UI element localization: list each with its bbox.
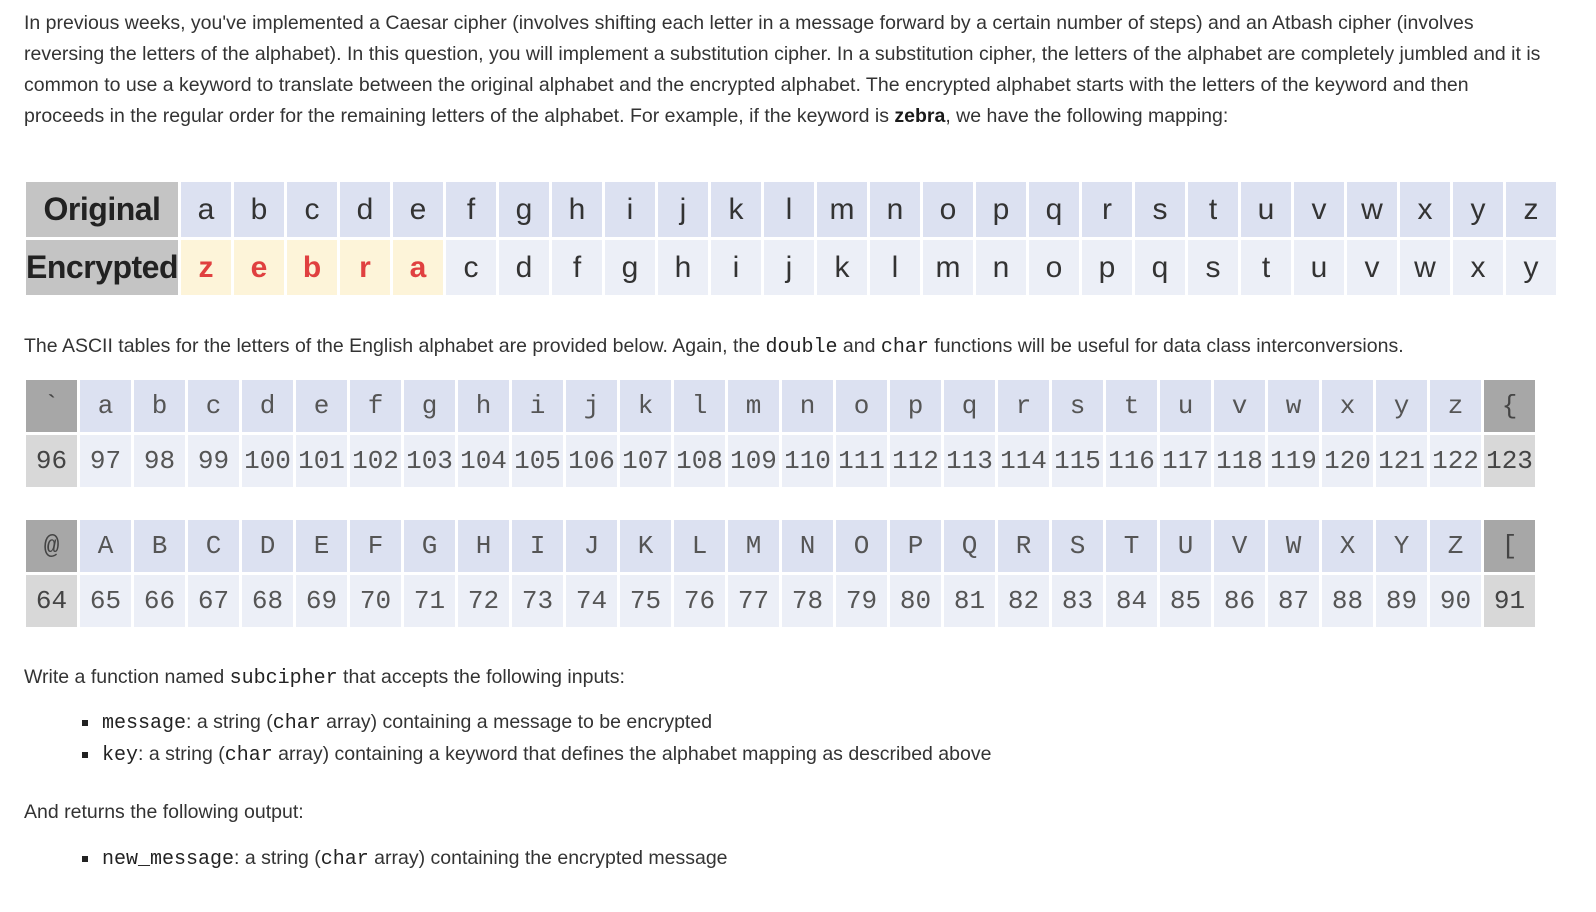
ascii-upper-char-17: Q xyxy=(944,520,995,572)
ascii-upper-code-10: 74 xyxy=(566,575,617,627)
ascii-lower-char-23: w xyxy=(1268,380,1319,432)
encrypted-letter-15: n xyxy=(976,240,1026,295)
original-letter-3: d xyxy=(340,182,390,237)
original-letter-13: n xyxy=(870,182,920,237)
original-letter-14: o xyxy=(923,182,973,237)
ascii-upper-code-18: 82 xyxy=(998,575,1049,627)
ascii-upper-code-8: 72 xyxy=(458,575,509,627)
encrypted-letter-10: i xyxy=(711,240,761,295)
ascii-lower-char-15: o xyxy=(836,380,887,432)
input-type: char xyxy=(272,712,321,735)
original-letter-20: u xyxy=(1241,182,1291,237)
ascii-uppercase-table xyxy=(23,517,1538,630)
keyword-example: zebra xyxy=(894,105,946,127)
ascii-upper-code-0: 64 xyxy=(26,575,77,627)
ascii-upper-char-18: R xyxy=(998,520,1049,572)
input-item-message xyxy=(80,707,991,739)
ascii-lower-code-23: 119 xyxy=(1268,435,1319,487)
original-letter-0: a xyxy=(181,182,231,237)
ascii-lower-code-18: 114 xyxy=(998,435,1049,487)
ascii-upper-char-21: U xyxy=(1160,520,1211,572)
ascii-lower-code-13: 109 xyxy=(728,435,779,487)
input-desc: : a string ( xyxy=(138,743,225,765)
original-letter-16: q xyxy=(1029,182,1079,237)
original-letter-18: s xyxy=(1135,182,1185,237)
original-letter-9: j xyxy=(658,182,708,237)
ascii-lower-char-20: t xyxy=(1106,380,1157,432)
encrypted-letter-7: f xyxy=(552,240,602,295)
ascii-lower-char-5: e xyxy=(296,380,347,432)
ascii-lower-char-14: n xyxy=(782,380,833,432)
encrypted-letter-17: p xyxy=(1082,240,1132,295)
ascii-lower-code-24: 120 xyxy=(1322,435,1373,487)
returns-intro-paragraph: And returns the following output: xyxy=(24,801,304,823)
original-letter-5: f xyxy=(446,182,496,237)
intro-text-end: , we have the following mapping: xyxy=(945,105,1229,127)
ascii-lower-code-21: 117 xyxy=(1160,435,1211,487)
ascii-upper-code-9: 73 xyxy=(512,575,563,627)
ascii-upper-code-16: 80 xyxy=(890,575,941,627)
ascii-lower-code-8: 104 xyxy=(458,435,509,487)
ascii-intro-text: The ASCII tables for the letters of the English alphabet are provided below. Again, the xyxy=(24,335,766,357)
encrypted-letter-13: l xyxy=(870,240,920,295)
ascii-upper-code-23: 87 xyxy=(1268,575,1319,627)
ascii-lower-code-10: 106 xyxy=(566,435,617,487)
ascii-upper-code-14: 78 xyxy=(782,575,833,627)
ascii-lower-code-4: 100 xyxy=(242,435,293,487)
ascii-upper-char-20: T xyxy=(1106,520,1157,572)
ascii-lower-char-2: b xyxy=(134,380,185,432)
ascii-lower-char-8: h xyxy=(458,380,509,432)
ascii-lower-code-22: 118 xyxy=(1214,435,1265,487)
original-letter-15: p xyxy=(976,182,1026,237)
ascii-upper-code-11: 75 xyxy=(620,575,671,627)
ascii-upper-code-1: 65 xyxy=(80,575,131,627)
output-desc: : a string ( xyxy=(234,847,321,869)
ascii-upper-code-7: 71 xyxy=(404,575,455,627)
output-type: char xyxy=(320,848,369,871)
intro-text: In previous weeks, you've implemented a Caesar cipher (involves shifting each letter in a message forward by a certain number of steps) and an Atbash cipher (involves reversing the letters of the alphabet). In this question, you will implement a substitution cipher. In a substitution cipher, the letters of the alphabet are completely jumbled and it is common to use a keyword to translate between the original alphabet and the encrypted alphabet. The encrypted alphabet starts with the letters of the keyword and then proceeds in the regular order for the remaining letters of the alphabet. For example, if the keyword is xyxy=(24,12,1541,127)
ascii-intro-text-end: functions will be useful for data class interconversions. xyxy=(928,335,1404,357)
input-name: message xyxy=(102,712,187,735)
original-letter-2: c xyxy=(287,182,337,237)
ascii-upper-char-11: K xyxy=(620,520,671,572)
ascii-lower-code-25: 121 xyxy=(1376,435,1427,487)
output-desc-end: array) containing the encrypted message xyxy=(368,847,728,869)
encrypted-letter-25: y xyxy=(1506,240,1556,295)
encrypted-letter-21: u xyxy=(1294,240,1344,295)
ascii-lower-char-10: j xyxy=(566,380,617,432)
ascii-upper-char-8: H xyxy=(458,520,509,572)
ascii-lower-char-1: a xyxy=(80,380,131,432)
encrypted-label: Encrypted xyxy=(26,240,178,295)
ascii-upper-code-20: 84 xyxy=(1106,575,1157,627)
ascii-upper-code-21: 85 xyxy=(1160,575,1211,627)
ascii-upper-code-13: 77 xyxy=(728,575,779,627)
ascii-lower-code-1: 97 xyxy=(80,435,131,487)
ascii-lower-char-7: g xyxy=(404,380,455,432)
encrypted-letter-2: b xyxy=(287,240,337,295)
encrypted-letter-22: v xyxy=(1347,240,1397,295)
original-letter-17: r xyxy=(1082,182,1132,237)
encrypted-letter-9: h xyxy=(658,240,708,295)
ascii-upper-char-25: Y xyxy=(1376,520,1427,572)
input-desc-end: array) containing a message to be encrypted xyxy=(320,711,713,733)
ascii-upper-code-24: 88 xyxy=(1322,575,1373,627)
encrypted-letter-11: j xyxy=(764,240,814,295)
ascii-upper-code-22: 86 xyxy=(1214,575,1265,627)
function-intro-text-end: that accepts the following inputs: xyxy=(337,666,625,688)
ascii-upper-char-15: O xyxy=(836,520,887,572)
ascii-lower-char-12: l xyxy=(674,380,725,432)
ascii-lower-char-3: c xyxy=(188,380,239,432)
ascii-lower-char-25: y xyxy=(1376,380,1427,432)
ascii-upper-char-24: X xyxy=(1322,520,1373,572)
ascii-upper-code-4: 68 xyxy=(242,575,293,627)
ascii-upper-char-13: M xyxy=(728,520,779,572)
ascii-upper-code-15: 79 xyxy=(836,575,887,627)
function-intro-text: Write a function named xyxy=(24,666,230,688)
encrypted-letter-12: k xyxy=(817,240,867,295)
input-item-key xyxy=(80,739,991,771)
encrypted-row xyxy=(26,240,1556,295)
ascii-upper-code-26: 90 xyxy=(1430,575,1481,627)
encrypted-letter-16: o xyxy=(1029,240,1079,295)
intro-paragraph xyxy=(24,8,1554,132)
ascii-lower-char-9: i xyxy=(512,380,563,432)
ascii-lower-code-19: 115 xyxy=(1052,435,1103,487)
ascii-upper-code-19: 83 xyxy=(1052,575,1103,627)
ascii-upper-char-16: P xyxy=(890,520,941,572)
ascii-lower-char-21: u xyxy=(1160,380,1211,432)
ascii-lower-code-7: 103 xyxy=(404,435,455,487)
ascii-lower-code-11: 107 xyxy=(620,435,671,487)
original-letter-12: m xyxy=(817,182,867,237)
ascii-intro-paragraph xyxy=(24,331,1564,363)
ascii-upper-code-27: 91 xyxy=(1484,575,1535,627)
function-intro-paragraph xyxy=(24,662,625,694)
ascii-lowercase-codes-row xyxy=(26,435,1535,487)
inputs-list xyxy=(80,707,991,771)
original-letter-21: v xyxy=(1294,182,1344,237)
ascii-lower-char-13: m xyxy=(728,380,779,432)
ascii-upper-code-5: 69 xyxy=(296,575,347,627)
original-letter-22: w xyxy=(1347,182,1397,237)
input-desc: : a string ( xyxy=(186,711,273,733)
output-item-new-message xyxy=(80,843,728,875)
ascii-upper-char-5: E xyxy=(296,520,347,572)
encrypted-letter-19: s xyxy=(1188,240,1238,295)
ascii-upper-char-26: Z xyxy=(1430,520,1481,572)
ascii-lower-code-16: 112 xyxy=(890,435,941,487)
ascii-upper-char-14: N xyxy=(782,520,833,572)
ascii-lowercase-chars-row xyxy=(26,380,1535,432)
encrypted-letter-20: t xyxy=(1241,240,1291,295)
ascii-upper-char-0: @ xyxy=(26,520,77,572)
ascii-lower-char-0: ` xyxy=(26,380,77,432)
encrypted-letter-5: c xyxy=(446,240,496,295)
encrypted-letter-18: q xyxy=(1135,240,1185,295)
encrypted-letter-4: a xyxy=(393,240,443,295)
ascii-lower-char-19: s xyxy=(1052,380,1103,432)
ascii-upper-char-1: A xyxy=(80,520,131,572)
original-letter-11: l xyxy=(764,182,814,237)
ascii-lowercase-table xyxy=(23,377,1538,490)
ascii-lower-code-2: 98 xyxy=(134,435,185,487)
encrypted-letter-6: d xyxy=(499,240,549,295)
ascii-upper-code-6: 70 xyxy=(350,575,401,627)
ascii-lower-code-15: 111 xyxy=(836,435,887,487)
ascii-intro-and: and xyxy=(837,335,881,357)
ascii-lower-code-6: 102 xyxy=(350,435,401,487)
ascii-lower-char-27: { xyxy=(1484,380,1535,432)
ascii-lower-code-26: 122 xyxy=(1430,435,1481,487)
ascii-upper-code-17: 81 xyxy=(944,575,995,627)
input-name: key xyxy=(102,744,139,767)
ascii-upper-char-12: L xyxy=(674,520,725,572)
original-letter-1: b xyxy=(234,182,284,237)
original-letter-4: e xyxy=(393,182,443,237)
ascii-upper-char-4: D xyxy=(242,520,293,572)
ascii-lower-code-14: 110 xyxy=(782,435,833,487)
original-label: Original xyxy=(26,182,178,237)
ascii-upper-char-10: J xyxy=(566,520,617,572)
ascii-lower-code-12: 108 xyxy=(674,435,725,487)
ascii-lower-char-16: p xyxy=(890,380,941,432)
encrypted-letter-0: z xyxy=(181,240,231,295)
ascii-lower-code-20: 116 xyxy=(1106,435,1157,487)
original-letter-6: g xyxy=(499,182,549,237)
original-letter-8: i xyxy=(605,182,655,237)
cipher-mapping-table xyxy=(23,179,1559,298)
ascii-lower-code-17: 113 xyxy=(944,435,995,487)
ascii-upper-code-2: 66 xyxy=(134,575,185,627)
ascii-upper-char-23: W xyxy=(1268,520,1319,572)
input-type: char xyxy=(224,744,273,767)
ascii-upper-char-7: G xyxy=(404,520,455,572)
outputs-list xyxy=(80,843,728,875)
ascii-lower-code-5: 101 xyxy=(296,435,347,487)
original-letter-24: y xyxy=(1453,182,1503,237)
ascii-lower-char-17: q xyxy=(944,380,995,432)
ascii-upper-char-19: S xyxy=(1052,520,1103,572)
ascii-upper-char-3: C xyxy=(188,520,239,572)
ascii-upper-code-3: 67 xyxy=(188,575,239,627)
ascii-lower-char-26: z xyxy=(1430,380,1481,432)
output-name: new_message xyxy=(102,848,235,871)
original-row xyxy=(26,182,1556,237)
ascii-upper-char-22: V xyxy=(1214,520,1265,572)
ascii-lower-char-6: f xyxy=(350,380,401,432)
code-char: char xyxy=(880,336,929,359)
ascii-lower-char-4: d xyxy=(242,380,293,432)
original-letter-19: t xyxy=(1188,182,1238,237)
ascii-upper-char-27: [ xyxy=(1484,520,1535,572)
original-letter-25: z xyxy=(1506,182,1556,237)
ascii-upper-char-6: F xyxy=(350,520,401,572)
function-name: subcipher xyxy=(229,667,338,690)
ascii-upper-code-25: 89 xyxy=(1376,575,1427,627)
ascii-upper-char-9: I xyxy=(512,520,563,572)
encrypted-letter-14: m xyxy=(923,240,973,295)
encrypted-letter-3: r xyxy=(340,240,390,295)
ascii-lower-char-24: x xyxy=(1322,380,1373,432)
ascii-lower-code-27: 123 xyxy=(1484,435,1535,487)
input-desc-end: array) containing a keyword that defines the alphabet mapping as described above xyxy=(272,743,992,765)
ascii-uppercase-chars-row xyxy=(26,520,1535,572)
original-letter-7: h xyxy=(552,182,602,237)
ascii-lower-code-9: 105 xyxy=(512,435,563,487)
ascii-upper-char-2: B xyxy=(134,520,185,572)
ascii-upper-code-12: 76 xyxy=(674,575,725,627)
encrypted-letter-23: w xyxy=(1400,240,1450,295)
encrypted-letter-1: e xyxy=(234,240,284,295)
original-letter-23: x xyxy=(1400,182,1450,237)
ascii-lower-char-18: r xyxy=(998,380,1049,432)
code-double: double xyxy=(765,336,838,359)
ascii-lower-char-22: v xyxy=(1214,380,1265,432)
ascii-lower-char-11: k xyxy=(620,380,671,432)
ascii-lower-code-3: 99 xyxy=(188,435,239,487)
ascii-lower-code-0: 96 xyxy=(26,435,77,487)
encrypted-letter-24: x xyxy=(1453,240,1503,295)
encrypted-letter-8: g xyxy=(605,240,655,295)
original-letter-10: k xyxy=(711,182,761,237)
ascii-uppercase-codes-row xyxy=(26,575,1535,627)
